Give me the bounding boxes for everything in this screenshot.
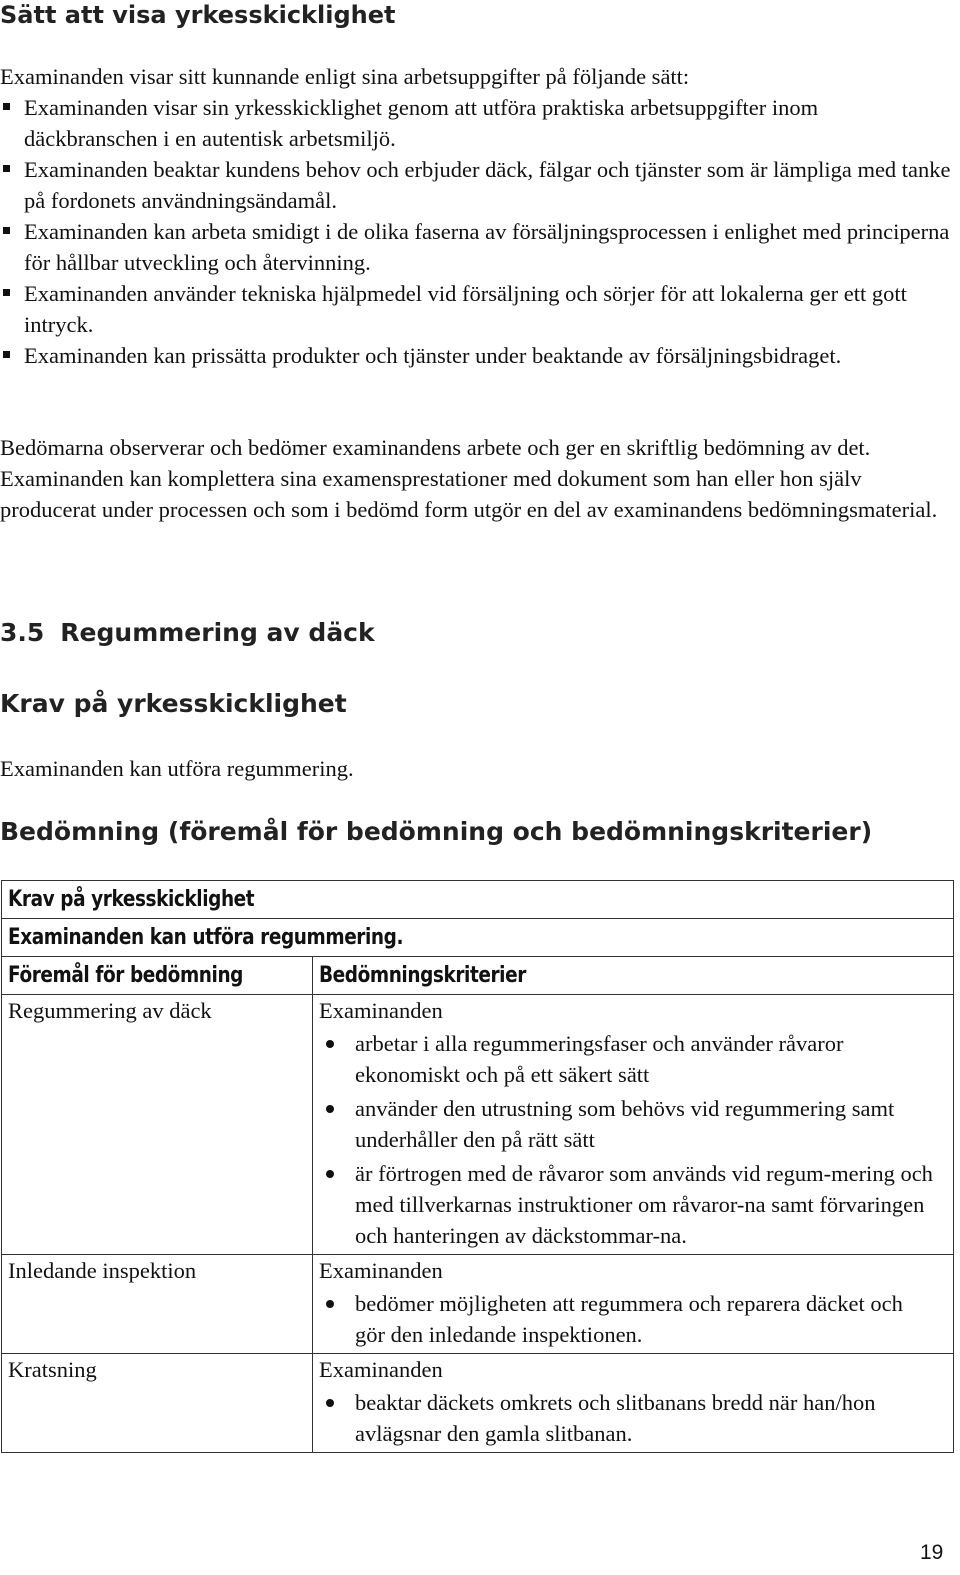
square-bullet-icon	[3, 227, 10, 234]
list-item	[319, 1093, 947, 1155]
criteria-cell	[313, 995, 954, 1255]
column-header-object-text: Föremål för bedömning	[8, 963, 244, 988]
list-item	[0, 92, 955, 154]
intro-text: Examinanden visar sitt kunnande enligt sina arbetsuppgifter på följande sätt:	[0, 64, 690, 89]
object-text: Inledande inspektion	[8, 1258, 197, 1283]
list-item-text: Examinanden beaktar kundens behov och erbjuder däck, fälgar och tjänster som är lämpliga med tanke på fordonets användningsändamål.	[24, 157, 951, 213]
list-item	[319, 1288, 947, 1350]
table-title: Krav på yrkesskicklighet	[8, 887, 255, 912]
round-bullet-icon	[326, 1300, 334, 1308]
krav-text: Examinanden kan utföra regummering.	[0, 756, 354, 781]
table-row	[2, 1255, 954, 1354]
list-item-text: Examinanden visar sin yrkesskicklighet genom att utföra praktiska arbetsuppgifter inom däckbranschen i en autentisk arbetsmiljö.	[24, 95, 819, 151]
section-heading	[0, 617, 375, 649]
table-title-cell	[2, 881, 954, 919]
object-cell	[2, 1354, 313, 1453]
section-title: Regummering av däck	[60, 618, 375, 647]
column-header-criteria-text: Bedömningskriterier	[319, 963, 526, 988]
list-item-text: arbetar i alla regummeringsfaser och använder råvaror ekonomiskt och på ett säkert sätt	[355, 1031, 844, 1087]
table-requirement: Examinanden kan utföra regummering.	[8, 925, 404, 950]
page-number: 19	[920, 1541, 944, 1564]
square-bullet-icon	[3, 165, 10, 172]
round-bullet-icon	[326, 1399, 334, 1407]
criteria-list	[319, 1028, 947, 1251]
criteria-list	[319, 1288, 947, 1350]
list-item-text: är förtrogen med de råvaror som används vid regum-mering och med tillverkarnas instruktioner om råvaror-na samt förvaringen och hanteringen av däckstommar-na.	[355, 1161, 933, 1248]
bedomning-heading: Bedömning (föremål för bedömning och bedömningskriterier)	[0, 817, 873, 846]
square-bullet-icon	[3, 103, 10, 110]
criteria-cell	[313, 1255, 954, 1354]
object-cell	[2, 995, 313, 1255]
round-bullet-icon	[326, 1105, 334, 1113]
criteria-cell	[313, 1354, 954, 1453]
square-bullet-icon	[3, 351, 10, 358]
list-item	[0, 340, 955, 371]
list-item-text: Examinanden kan arbeta smidigt i de olika faserna av försäljningsprocessen i enlighet med principerna för hållbar utveckling och återvinning.	[24, 219, 950, 275]
table-row	[2, 995, 954, 1255]
list-item-text: Examinanden använder tekniska hjälpmedel vid försäljning och sörjer för att lokalerna ger ett gott intryck.	[24, 281, 907, 337]
round-bullet-icon	[326, 1040, 334, 1048]
object-text: Kratsning	[8, 1357, 97, 1382]
heading-top: Sätt att visa yrkesskicklighet	[0, 1, 396, 29]
intro-bullet-list	[0, 92, 955, 371]
criteria-lead: Examinanden	[319, 1258, 443, 1283]
criteria-list	[319, 1387, 947, 1449]
criteria-table	[1, 880, 954, 1453]
square-bullet-icon	[3, 289, 10, 296]
list-item	[319, 1387, 947, 1449]
table-row	[2, 1354, 954, 1453]
list-item-text: bedömer möjligheten att regummera och reparera däcket och gör den inledande inspektionen.	[355, 1291, 903, 1347]
column-header-criteria	[313, 957, 954, 995]
table-title-row	[2, 881, 954, 919]
assessment-paragraph: Bedömarna observerar och bedömer examinandens arbete och ger en skriftlig bedömning av det. Examinanden kan komplettera sina examensprestationer med dokument som han eller hon själv producerat under processen och som i bedömd form utgör en del av examinandens bedömningsmaterial.	[0, 435, 938, 522]
list-item-text: beaktar däckets omkrets och slitbanans bredd när han/hon avlägsnar den gamla slitbanan.	[355, 1390, 876, 1446]
list-item	[0, 154, 955, 216]
krav-heading: Krav på yrkesskicklighet	[0, 689, 347, 718]
object-cell	[2, 1255, 313, 1354]
criteria-lead: Examinanden	[319, 1357, 443, 1382]
list-item	[319, 1028, 947, 1090]
list-item-text: Examinanden kan prissätta produkter och tjänster under beaktande av försäljningsbidraget.	[24, 343, 842, 368]
table-requirement-cell	[2, 919, 954, 957]
table-header-row	[2, 957, 954, 995]
object-text: Regummering av däck	[8, 998, 212, 1023]
section-number: 3.5	[0, 618, 45, 647]
list-item-text: använder den utrustning som behövs vid regummering samt underhåller den på rätt sätt	[355, 1096, 895, 1152]
list-item	[319, 1158, 947, 1251]
intro-block	[0, 61, 955, 371]
list-item	[0, 278, 955, 340]
criteria-lead: Examinanden	[319, 998, 443, 1023]
column-header-object	[2, 957, 313, 995]
table-requirement-row	[2, 919, 954, 957]
round-bullet-icon	[326, 1170, 334, 1178]
list-item	[0, 216, 955, 278]
